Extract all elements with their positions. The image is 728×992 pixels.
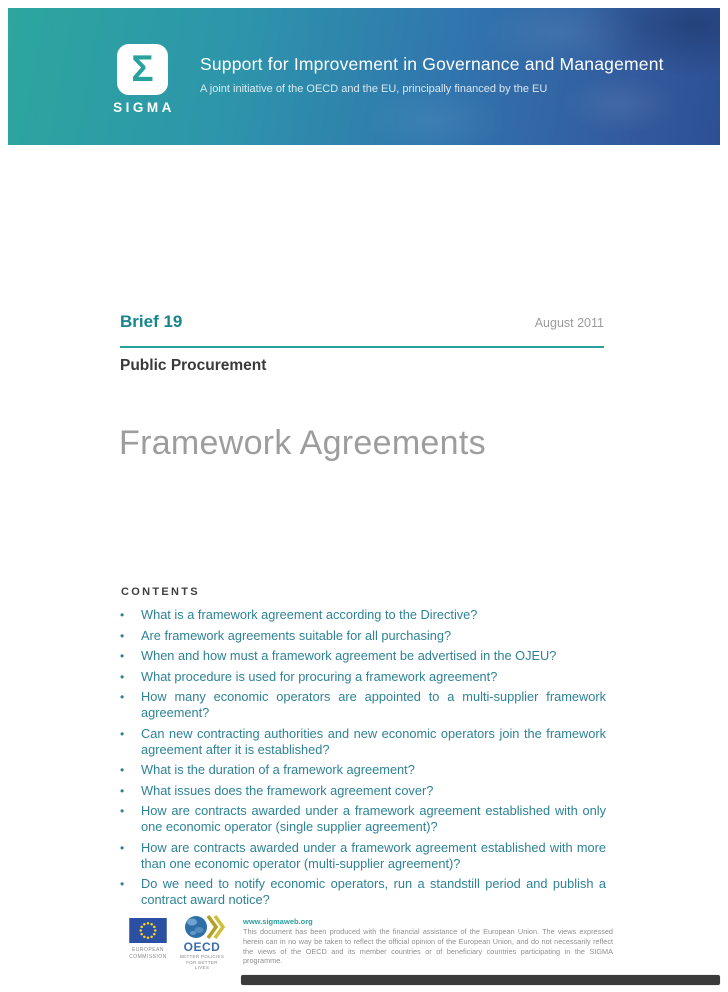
contents-item-text: What is the duration of a framework agreement? [141, 762, 415, 777]
contents-item [120, 876, 606, 908]
contents-item-text: How are contracts awarded under a framework agreement established with only one economic operator (single supplier agreement)? [141, 803, 606, 834]
footer-text-block [243, 917, 613, 966]
contents-item-text: Can new contracting authorities and new economic operators join the framework agreement after it is established? [141, 725, 606, 757]
bullet-icon: • [120, 726, 125, 741]
contents-item-text: What procedure is used for procuring a framework agreement? [141, 668, 498, 684]
contents-item [120, 607, 606, 623]
contents-item-text: What issues does the framework agreement cover? [141, 782, 434, 798]
contents-item [120, 803, 606, 835]
brief-number: Brief 19 [120, 312, 183, 331]
bullet-icon: • [120, 669, 125, 684]
bullet-icon: • [120, 690, 125, 704]
contents-item-text: How are contracts awarded under a framework agreement established with more than one economic operator (multi-supplier agreement)? [141, 839, 606, 871]
brief-header-row [120, 312, 604, 332]
contents-item [120, 648, 606, 664]
teal-divider [120, 346, 604, 348]
contents-item-text: What is a framework agreement according to the Directive? [141, 607, 478, 622]
contents-item [120, 762, 606, 778]
sigma-wordmark: SIGMA [113, 100, 175, 115]
bullet-icon: • [120, 783, 125, 798]
contents-item [120, 783, 606, 799]
contents-item-text: How many economic operators are appointed to a multi-supplier framework agreement? [141, 689, 606, 720]
eu-flag-icon [129, 918, 167, 943]
contents-item [120, 628, 606, 644]
bullet-icon: • [120, 763, 125, 777]
sigma-icon: Σ [131, 48, 154, 89]
contents-item-text: Are framework agreements suitable for all purchasing? [141, 627, 452, 643]
sigmaweb-link[interactable]: www.sigmaweb.org [243, 917, 313, 926]
bullet-icon: • [120, 628, 125, 643]
header-subtitle: A joint initiative of the OECD and the EU, principally financed by the EU [200, 83, 548, 95]
bullet-icon: • [120, 608, 125, 622]
contents-item-text: Do we need to notify economic operators, run a standstill period and publish a contract award notice? [141, 876, 606, 907]
document-title: Framework Agreements [119, 424, 486, 462]
contents-list [120, 607, 606, 913]
contents-heading: CONTENTS [121, 586, 200, 598]
contents-item-text: When and how must a framework agreement be advertised in the OJEU? [141, 648, 557, 663]
sigma-logo [117, 44, 168, 95]
oecd-caption: BETTER POLICIES FOR BETTER LIVES [179, 954, 225, 970]
contents-item [120, 689, 606, 721]
bullet-icon: • [120, 877, 125, 891]
eu-flag-caption: EUROPEAN COMMISSION [129, 947, 167, 960]
contents-item [120, 840, 606, 872]
header-title: Support for Improvement in Governance and Management [200, 54, 664, 74]
header-banner [8, 8, 720, 145]
bullet-icon: • [120, 840, 125, 855]
bullet-icon: • [120, 804, 125, 818]
bottom-bar [241, 975, 720, 985]
brief-date: August 2011 [534, 316, 604, 330]
oecd-wordmark: OECD [183, 940, 221, 954]
brief-category: Public Procurement [120, 357, 267, 374]
footer-disclaimer: This document has been produced with the financial assistance of the European Union. The views expressed herein can in no way be taken to reflect the official opinion of the European Union, and do not necessarily reflect the views of the OECD and its member countries or of beneficiary countries participating in the SIGMA programme. [243, 927, 613, 966]
bullet-icon: • [120, 649, 125, 663]
contents-item [120, 726, 606, 758]
contents-item [120, 669, 606, 685]
